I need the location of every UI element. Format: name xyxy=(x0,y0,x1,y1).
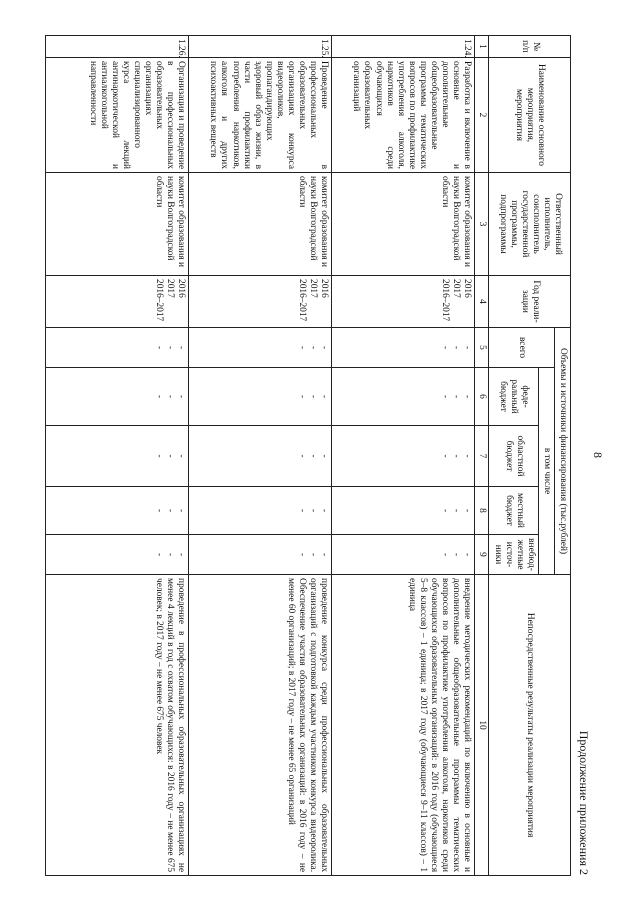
row-regional xyxy=(189,426,332,487)
header-including: в том числе xyxy=(538,368,554,575)
regional-value: - xyxy=(176,454,187,458)
total-value: - xyxy=(451,345,462,350)
column-number: 9 xyxy=(475,535,489,575)
federal-value: - xyxy=(462,394,473,399)
total-value: - xyxy=(154,345,165,350)
program-table xyxy=(45,35,571,876)
header-results: Непосредственные результаты реализации мероприятия xyxy=(489,575,571,876)
row-name: Разработка и включение в основные и дополнительные общеобразовательные программы тематических вопросов по профилактике употребления алкоголя, наркотиков среди обучающихся образовательных организаций xyxy=(332,58,475,173)
year-value: 2017 xyxy=(308,279,319,298)
regional-value: - xyxy=(451,454,462,458)
regional-value: - xyxy=(440,454,451,458)
federal-value: - xyxy=(451,394,462,399)
federal-value: - xyxy=(308,394,319,399)
row-responsible: комитет образования и науки Волгоградской области xyxy=(332,173,475,276)
row-number: 1.25. xyxy=(189,36,332,58)
local-value: - xyxy=(165,508,176,513)
row-total xyxy=(46,328,189,368)
column-number-row xyxy=(475,36,489,876)
row-number: 1.24. xyxy=(332,36,475,58)
header-local: местный бюджет xyxy=(489,487,538,535)
table-row xyxy=(332,36,475,876)
column-number: 4 xyxy=(475,276,489,328)
year-value: 2016–2017 xyxy=(440,279,451,322)
offbudget-value: - xyxy=(308,552,319,557)
offbudget-value: - xyxy=(176,552,187,557)
table-row xyxy=(46,36,189,876)
regional-value: - xyxy=(319,454,330,458)
row-regional xyxy=(332,426,475,487)
year-value: 2016–2017 xyxy=(154,279,165,322)
row-regional xyxy=(46,426,189,487)
year-value: 2016 xyxy=(462,279,473,298)
header-num: № п/п xyxy=(489,36,571,58)
regional-value: - xyxy=(165,454,176,458)
row-responsible: комитет образования и науки Волгоградской области xyxy=(46,173,189,276)
local-value: - xyxy=(440,508,451,513)
page-number: 8 xyxy=(591,452,605,458)
offbudget-value: - xyxy=(297,552,308,557)
row-offbudget xyxy=(332,535,475,575)
total-value: - xyxy=(319,345,330,350)
header-federal: феде-ральный бюджет xyxy=(489,368,538,426)
continuation-label: Продолжение приложения 2 xyxy=(577,730,591,875)
column-number: 10 xyxy=(475,575,489,876)
header-total: всего xyxy=(489,328,554,368)
row-name: Проведение в профессиональных образовательных организациях конкурса видеороликов, пропагандирующих здоровый образ жизни, в части профилактики потребления наркотиков, алкоголя и других психоактивных веществ xyxy=(189,58,332,173)
row-federal xyxy=(189,368,332,426)
local-value: - xyxy=(462,508,473,513)
offbudget-value: - xyxy=(154,552,165,557)
federal-value: - xyxy=(319,394,330,399)
header-year: Год реали-зации xyxy=(489,276,571,328)
total-value: - xyxy=(308,345,319,350)
local-value: - xyxy=(451,508,462,513)
total-value: - xyxy=(297,345,308,350)
offbudget-value: - xyxy=(451,552,462,557)
year-value: 2016 xyxy=(176,279,187,298)
offbudget-value: - xyxy=(165,552,176,557)
total-value: - xyxy=(462,345,473,350)
total-value: - xyxy=(440,345,451,350)
federal-value: - xyxy=(297,394,308,399)
local-value: - xyxy=(297,508,308,513)
row-number: 1.26. xyxy=(46,36,189,58)
table-row xyxy=(189,36,332,876)
local-value: - xyxy=(154,508,165,513)
row-federal xyxy=(332,368,475,426)
row-total xyxy=(332,328,475,368)
row-total xyxy=(189,328,332,368)
total-value: - xyxy=(176,345,187,350)
row-offbudget xyxy=(46,535,189,575)
row-results: проведение конкурса среди профессиональных образовательных организаций с подготовкой каждым участником конкурса видеоролика. Обеспечение участия образовательных организаций: в 2016 году – не менее 60 организаций; в 2017 году – не менее 65 организаций xyxy=(189,575,332,876)
rotated-sheet xyxy=(35,35,605,875)
header-responsible: Ответственный исполнитель, соисполнитель государственной программы, подпрограммы xyxy=(489,173,571,276)
row-responsible: комитет образования и науки Волгоградской области xyxy=(189,173,332,276)
local-value: - xyxy=(176,508,187,513)
row-local xyxy=(46,487,189,535)
offbudget-value: - xyxy=(319,552,330,557)
year-value: 2016 xyxy=(319,279,330,298)
row-federal xyxy=(46,368,189,426)
column-number: 5 xyxy=(475,328,489,368)
column-number: 7 xyxy=(475,426,489,487)
header-funding: Объемы и источники финансирования (тыс.рублей) xyxy=(554,328,570,575)
row-years xyxy=(46,276,189,328)
column-number: 3 xyxy=(475,173,489,276)
column-number: 6 xyxy=(475,368,489,426)
federal-value: - xyxy=(165,394,176,399)
header-regional: областной бюджет xyxy=(489,426,538,487)
federal-value: - xyxy=(154,394,165,399)
regional-value: - xyxy=(462,454,473,458)
header-name: Наименование основного мероприятия, мероприятия xyxy=(489,58,571,173)
column-number: 8 xyxy=(475,487,489,535)
local-value: - xyxy=(319,508,330,513)
row-local xyxy=(332,487,475,535)
regional-value: - xyxy=(297,454,308,458)
column-number: 2 xyxy=(475,58,489,173)
federal-value: - xyxy=(176,394,187,399)
header-offbudget: внебюд-жетные источ-ники xyxy=(489,535,538,575)
offbudget-value: - xyxy=(462,552,473,557)
regional-value: - xyxy=(308,454,319,458)
row-years xyxy=(189,276,332,328)
year-value: 2017 xyxy=(451,279,462,298)
row-results: проведение в профессиональных образовательных организациях не менее 4 лекций в год с охватом обучающихся: в 2016 году – не менее 675 человек; в 2017 году – не менее 675 человек xyxy=(46,575,189,876)
year-value: 2016–2017 xyxy=(297,279,308,322)
regional-value: - xyxy=(154,454,165,458)
row-years xyxy=(332,276,475,328)
row-local xyxy=(189,487,332,535)
year-value: 2017 xyxy=(165,279,176,298)
column-number: 1 xyxy=(475,36,489,58)
total-value: - xyxy=(165,345,176,350)
local-value: - xyxy=(308,508,319,513)
federal-value: - xyxy=(440,394,451,399)
offbudget-value: - xyxy=(440,552,451,557)
row-name: Организация и проведение в профессиональных образовательных организациях специализированного курса лекций антинаркотической и антиалкогольной направленности xyxy=(46,58,189,173)
row-offbudget xyxy=(189,535,332,575)
row-results: внедрение методических рекомендаций по включению в основные и дополнительные общеобразовательные программы тематических вопросов по профилактике употребления алкоголя, наркотиков среди обучающихся образовательных организаций: в 2016 году (обучающиеся 5–8 классов) – 1 единица; в 2017 году (обучающиеся 9–11 классов) – 1 единица xyxy=(332,575,475,876)
